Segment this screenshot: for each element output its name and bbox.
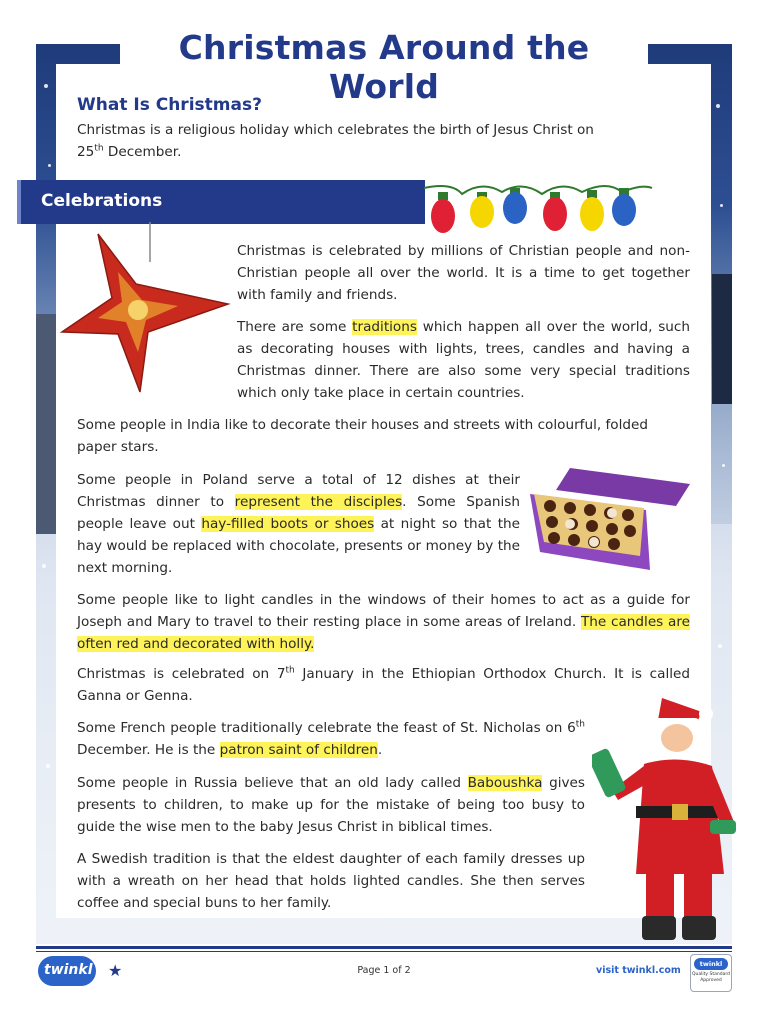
chocolate-box-image bbox=[526, 458, 694, 574]
celebrations-heading: Celebrations bbox=[41, 191, 163, 211]
paragraph-6: Christmas is celebrated on 7th January in the Ethiopian Orthodox Church. It is called Ganna or Genna. bbox=[77, 665, 690, 704]
paragraph-3: Some people in India like to decorate their houses and streets with colourful, folded paper stars. bbox=[77, 417, 648, 455]
quality-badge: twinkl Quality Standard Approved bbox=[690, 954, 732, 992]
footer-divider-thin bbox=[36, 951, 732, 952]
page-title: Christmas Around the World bbox=[178, 28, 590, 106]
house-silhouette bbox=[36, 314, 56, 534]
paragraph-5: Some people like to light candles in the windows of their homes to act as a guide for Joseph and Mary to travel to their resting place in some areas of Ireland. The candles are often red and decorated with holly. bbox=[77, 592, 690, 652]
page-number: Page 1 of 2 bbox=[357, 965, 411, 976]
paragraph-9: A Swedish tradition is that the eldest daughter of each family dresses up with a wreath on her head that holds lighted candles. She then serves coffee and special buns to her family. bbox=[77, 851, 585, 911]
visit-link[interactable]: visit twinkl.com bbox=[596, 965, 681, 976]
paragraph-7: Some French people traditionally celebrate the feast of St. Nicholas on 6th December. He is the patron saint of children. bbox=[77, 719, 585, 758]
star-icon: ★ bbox=[108, 961, 123, 980]
paragraph-8: Some people in Russia believe that an old lady called Baboushka gives presents to children, to make up for the mistake of being too busy to guide the wise men to the baby Jesus Christ in biblical times. bbox=[77, 775, 585, 835]
santa-image bbox=[592, 694, 742, 944]
string-lights-image bbox=[422, 178, 654, 244]
tree-silhouette bbox=[712, 274, 732, 404]
footer-divider bbox=[36, 946, 732, 949]
paper-star-image bbox=[58, 222, 236, 394]
paragraph-4: Some people in Poland serve a total of 12 dishes at their Christmas dinner to represent the disciples. Some Spanish people leave out hay-filled boots or shoes at night so that the hay would be replaced with chocolate, presents or money by the next morning. bbox=[77, 472, 521, 576]
paragraph-1: Christmas is celebrated by millions of Christian people and non-Christian people all over the world. It is a time to get together with family and friends. bbox=[237, 243, 690, 303]
paragraph-2: There are some traditions which happen all over the world, such as decorating houses with lights, trees, candles and having a Christmas dinner. There are also some very special traditions which only take place in certain countries. bbox=[237, 319, 691, 401]
what-is-text: Christmas is a religious holiday which celebrates the birth of Jesus Christ on 25th December. bbox=[77, 122, 594, 160]
what-is-heading: What Is Christmas? bbox=[77, 95, 262, 115]
twinkl-logo[interactable]: twinkl bbox=[38, 956, 96, 986]
celebrations-banner bbox=[17, 180, 425, 224]
